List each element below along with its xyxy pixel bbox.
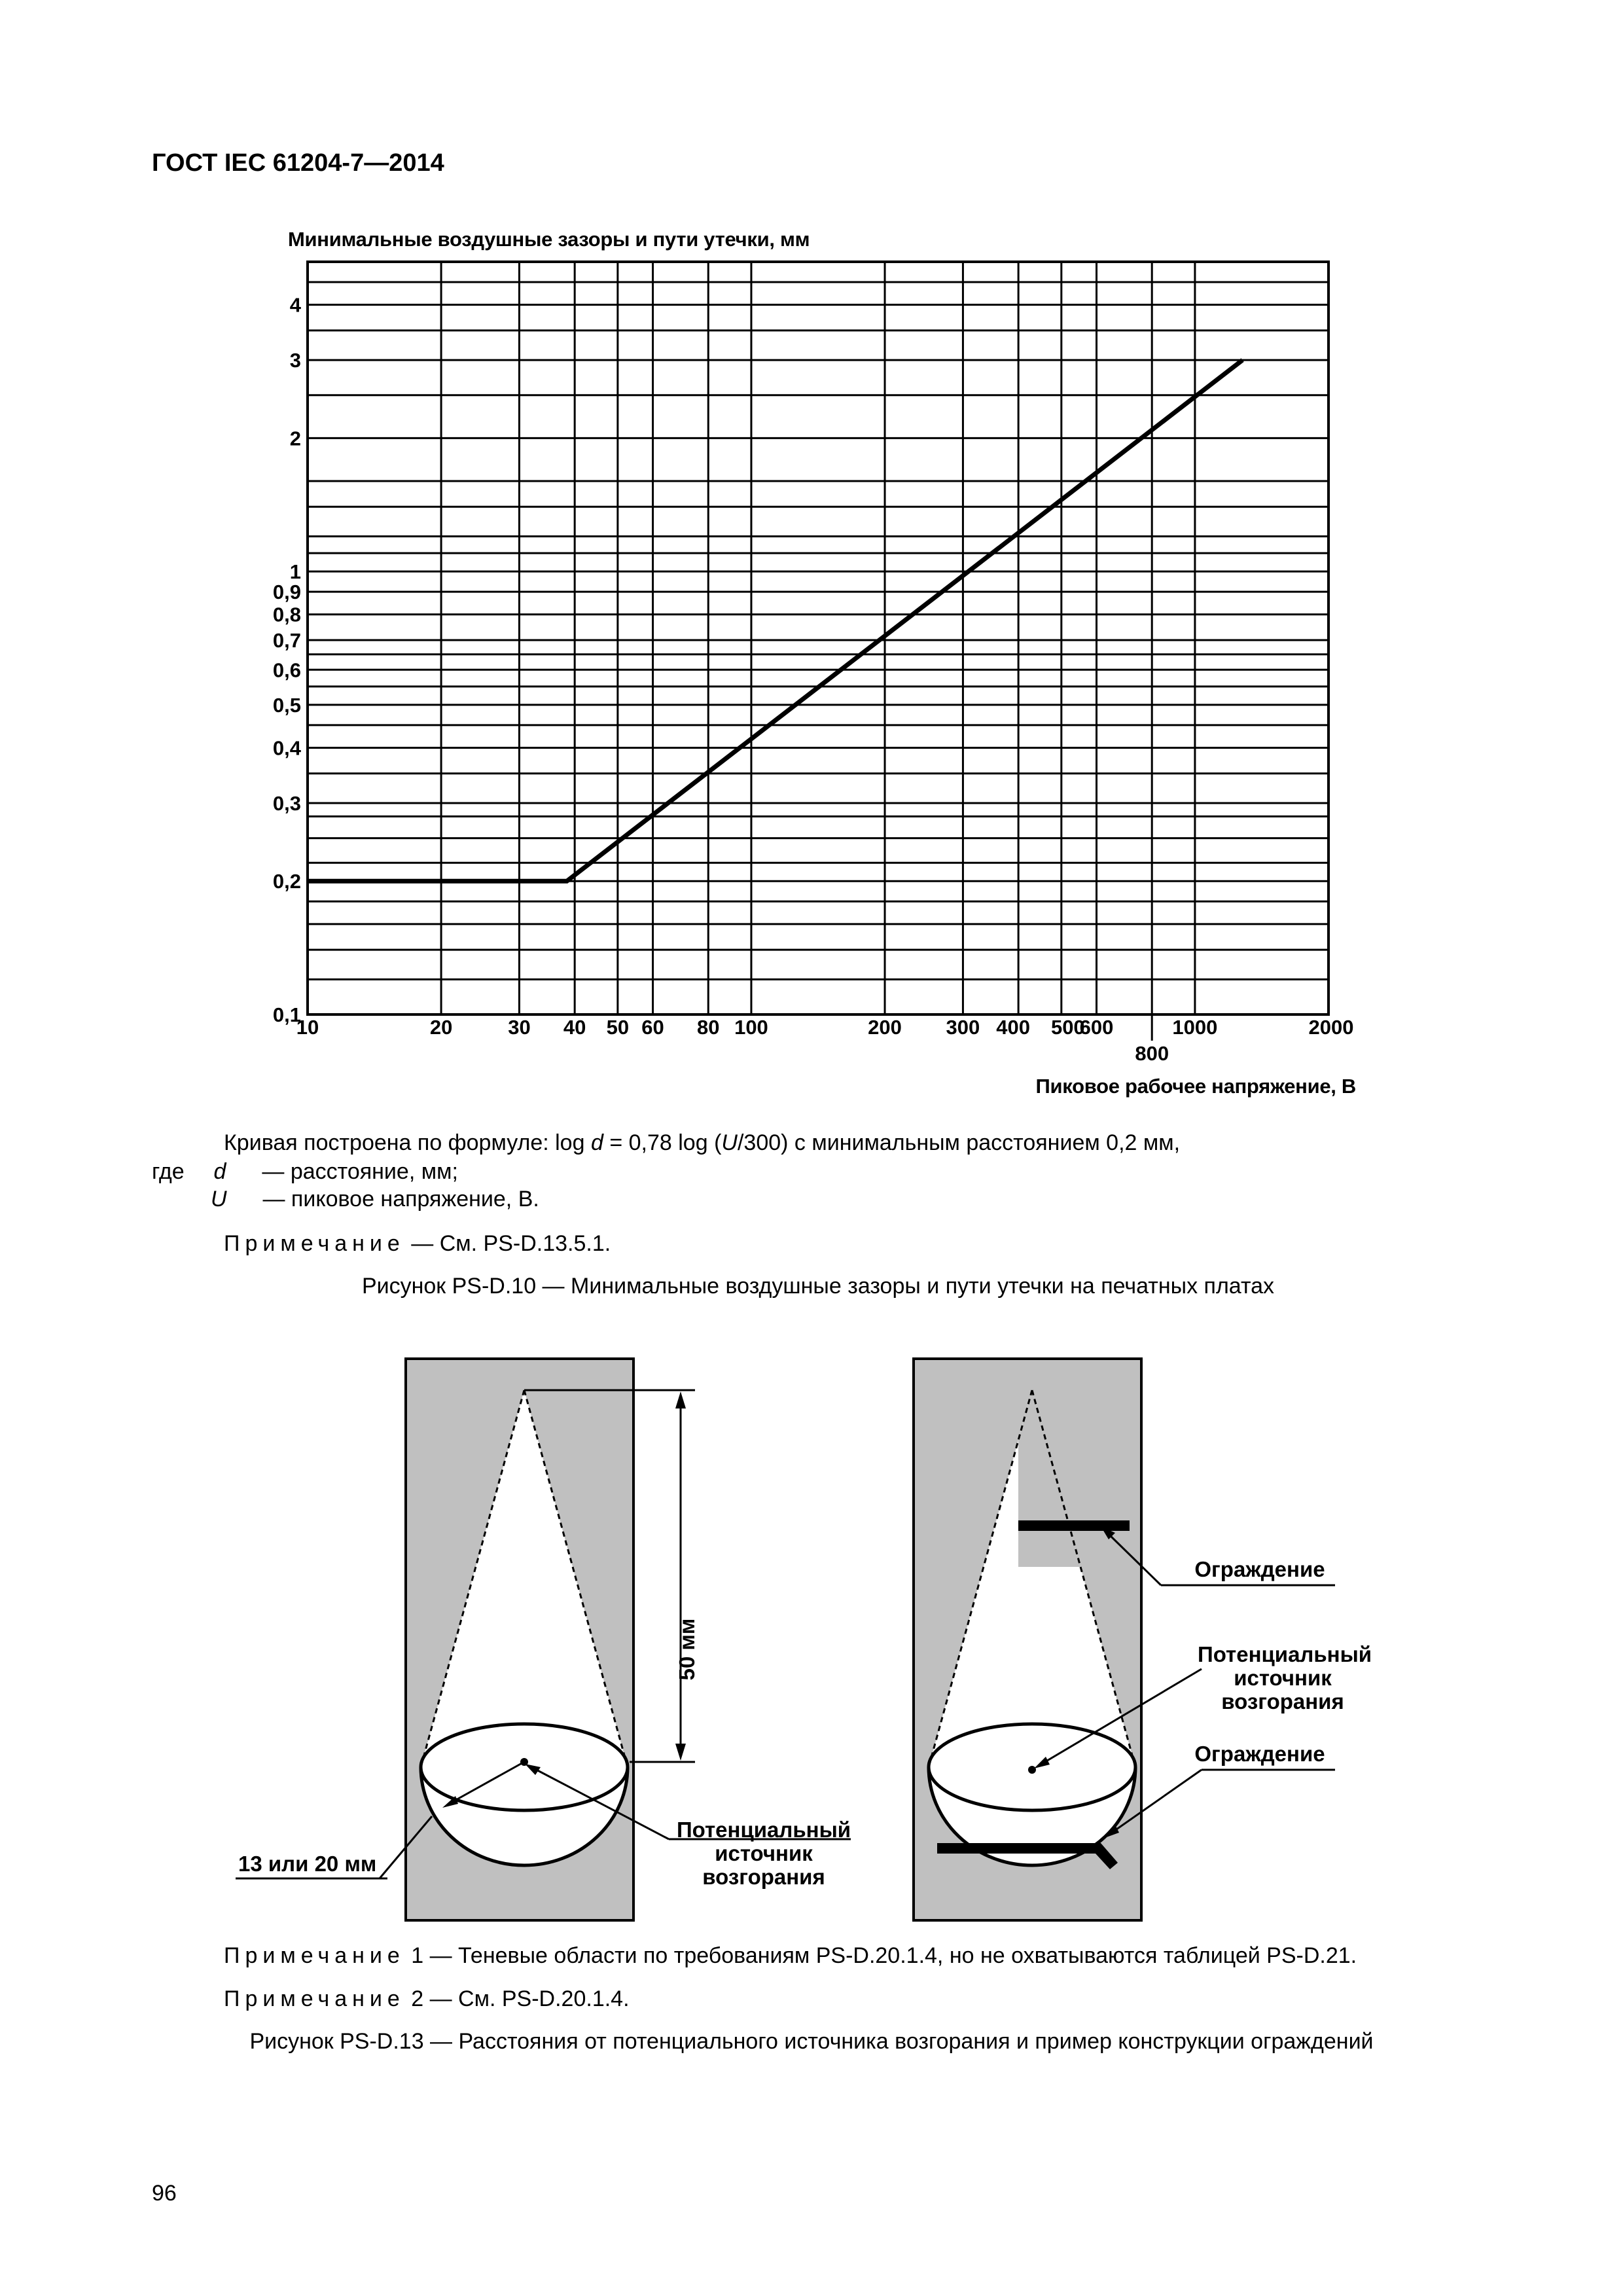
x-tick-label: 80	[697, 1016, 720, 1039]
chart-y-axis-label: Минимальные воздушные зазоры и пути утечки, мм	[288, 228, 810, 251]
note-2	[224, 1943, 1357, 1969]
note-text: — См. PS-D.13.5.1.	[411, 1231, 611, 1256]
source-label-right-line1: Потенциальный	[1198, 1642, 1372, 1666]
barrier-top-label: Ограждение	[1194, 1557, 1325, 1581]
x-tick-label: 20	[429, 1016, 453, 1039]
u-description: пиковое напряжение, В.	[291, 1187, 539, 1211]
x-tick-label: 800	[1135, 1042, 1169, 1065]
d-description: расстояние, мм;	[290, 1159, 458, 1184]
u-symbol: U	[211, 1187, 227, 1211]
y-tick-label: 0,6	[272, 658, 301, 682]
barrier-top	[1018, 1520, 1130, 1531]
note-label: Примечание	[224, 1986, 405, 2011]
note-label: Примечание	[224, 1231, 405, 1256]
chart-y-tick-labels	[273, 294, 302, 1026]
right-panel	[914, 1359, 1335, 1920]
x-tick-label: 1000	[1172, 1016, 1218, 1039]
source-label-right-line2: источник	[1234, 1666, 1332, 1690]
chart-x-axis-label: Пиковое рабочее напряжение, В	[1035, 1075, 1356, 1098]
x-tick-label: 10	[296, 1016, 319, 1039]
x-tick-label: 500	[1050, 1016, 1085, 1039]
source-label-left-line2: источник	[715, 1841, 813, 1865]
d-symbol: d	[213, 1159, 226, 1184]
note-text: 2 — См. PS-D.20.1.4.	[411, 1986, 630, 2011]
right-source-dot	[1028, 1766, 1036, 1774]
chart-y-gridlines	[308, 282, 1329, 979]
x-tick-label: 200	[868, 1016, 902, 1039]
chart	[0, 0, 1623, 1126]
x-tick-label: 50	[606, 1016, 630, 1039]
note-text: 1 — Теневые области по требованиям PS-D.20.1.4, но не охватываются таблицей PS-D.21.	[411, 1943, 1357, 1968]
source-label-left	[669, 1818, 859, 1889]
page-number: 96	[152, 2181, 177, 2206]
source-label-right	[1198, 1642, 1372, 1713]
figure-caption-1: Рисунок PS-D.10 — Минимальные воздушные зазоры и пути утечки на печатных платах	[361, 1274, 1275, 1299]
y-tick-label: 3	[289, 349, 301, 372]
dim-label-wrap	[661, 1604, 713, 1695]
x-tick-label: 30	[508, 1016, 531, 1039]
y-tick-label: 0,3	[272, 792, 301, 816]
figure-caption-2: Рисунок PS-D.13 — Расстояния от потенциального источника возгорания и пример конструкции ограждений	[249, 2029, 1374, 2054]
document-header: ГОСТ IEC 61204-7—2014	[152, 149, 444, 177]
x-tick-label: 2000	[1308, 1016, 1354, 1039]
source-label-left-line1: Потенциальный	[676, 1818, 851, 1842]
y-tick-label: 0,4	[272, 736, 301, 760]
barrier-bottom-label: Ограждение	[1194, 1742, 1325, 1766]
x-tick-label: 40	[563, 1016, 586, 1039]
y-tick-label: 0,1	[272, 1003, 301, 1026]
y-tick-label: 0,2	[272, 870, 301, 893]
source-label-right-line3: возгорания	[1221, 1689, 1344, 1713]
radius-label: 13 или 20 мм	[238, 1852, 377, 1876]
y-tick-label: 0,5	[272, 693, 301, 717]
y-tick-label: 2	[289, 427, 301, 450]
y-tick-label: 0,8	[272, 603, 301, 626]
chart-x-tick-labels	[296, 1016, 1354, 1065]
dash-1: —	[262, 1159, 285, 1184]
x-tick-label: 600	[1079, 1016, 1114, 1039]
source-label-left-line3: возгорания	[702, 1865, 825, 1889]
x-tick-label: 400	[996, 1016, 1030, 1039]
y-tick-label: 1	[289, 560, 301, 584]
note-label: Примечание	[224, 1943, 405, 1968]
y-tick-label: 4	[289, 293, 301, 317]
x-tick-label: 60	[641, 1016, 664, 1039]
dash-2: —	[262, 1187, 285, 1211]
where-d-line	[152, 1158, 458, 1185]
where-word: где	[152, 1159, 185, 1184]
where-u-line	[211, 1186, 539, 1212]
x-tick-label: 300	[946, 1016, 980, 1039]
dimension-label: 50 мм	[675, 1618, 699, 1681]
note-1	[224, 1230, 611, 1257]
y-tick-label: 0,7	[272, 628, 301, 652]
x-tick-label: 100	[734, 1016, 768, 1039]
note-3	[224, 1986, 630, 2012]
formula-text: Кривая построена по формуле: log d = 0,78 log (U/300) с минимальным расстоянием 0,2 мм,	[224, 1130, 1181, 1155]
y-tick-label: 0,9	[272, 581, 301, 604]
formula-line	[224, 1130, 1180, 1156]
